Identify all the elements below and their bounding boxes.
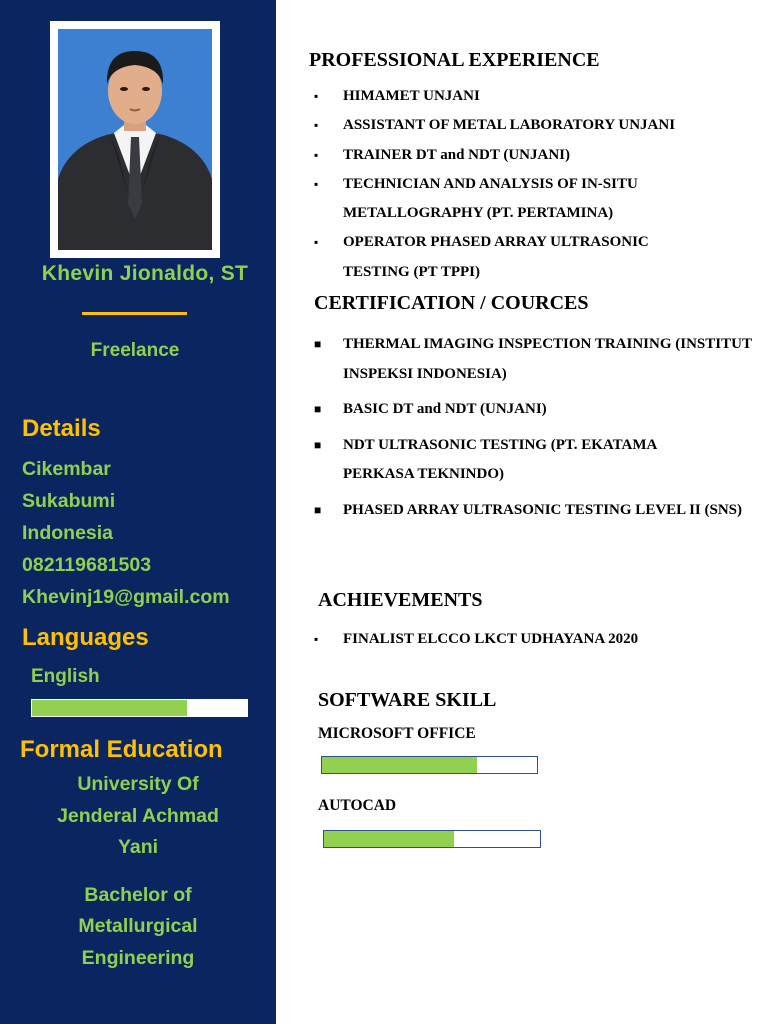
list-item (314, 228, 714, 287)
education-school-line: University Of (77, 773, 199, 795)
list-item-text: FINALIST ELCCO LKCT UDHAYANA 2020 (343, 631, 639, 647)
list-item-text: NDT ULTRASONIC TESTING (PT. EKATAMA PERKASA TEKNINDO) (343, 436, 657, 482)
software-heading: SOFTWARE SKILL (318, 689, 497, 711)
square-bullet-icon: ▪ (314, 235, 319, 250)
list-item (314, 141, 754, 170)
software-name: MICROSOFT OFFICE (318, 725, 476, 742)
education-school-line: Jenderal Achmad (57, 805, 219, 827)
name-divider (82, 312, 187, 315)
list-item-text: BASIC DT and NDT (UNJANI) (343, 401, 547, 417)
profile-photo-frame (50, 21, 220, 258)
software-level-bar (323, 830, 541, 848)
achievements-list (314, 625, 754, 654)
detail-region: Sukabumi (22, 490, 116, 512)
list-item-text: TRAINER DT and NDT (UNJANI) (343, 146, 570, 163)
portrait-image (58, 29, 212, 250)
list-item-text: HIMAMET UNJANI (343, 88, 480, 104)
language-name: English (31, 666, 100, 687)
list-item-text: OPERATOR PHASED ARRAY ULTRASONIC TESTING (PT TPPI) (343, 234, 649, 280)
list-item-text: ASSISTANT OF METAL LABORATORY UNJANI (343, 117, 676, 134)
square-bullet-icon: ■ (314, 437, 322, 452)
square-bullet-icon: ▪ (314, 89, 319, 103)
software-level-fill (322, 757, 477, 773)
experience-list (314, 82, 754, 287)
languages-heading: Languages (22, 624, 149, 651)
experience-heading: PROFESSIONAL EXPERIENCE (309, 49, 600, 71)
list-item (314, 170, 714, 229)
education-school-line: Yani (117, 836, 159, 858)
software-level-fill (324, 831, 454, 847)
list-item-text: THERMAL IMAGING INSPECTION TRAINING (INSTITUT INSPEKSI INDONESIA) (343, 336, 752, 382)
detail-city: Cikembar (22, 458, 111, 480)
list-item (314, 496, 754, 526)
detail-phone: 082119681503 (22, 554, 152, 576)
list-item (314, 625, 754, 654)
square-bullet-icon: ▪ (314, 176, 319, 191)
detail-email: Khevinj19@gmail.com (22, 586, 230, 608)
list-item (314, 330, 754, 389)
certification-heading: CERTIFICATION / COURCES (314, 292, 589, 314)
language-level-bar (31, 699, 248, 717)
list-item-text: TECHNICIAN AND ANALYSIS OF IN-SITU METALLOGRAPHY (PT. PERTAMINA) (343, 175, 638, 222)
education-degree-line: Metallurgical (78, 915, 198, 937)
education-heading: Formal Education (20, 736, 223, 763)
square-bullet-icon: ■ (314, 402, 322, 416)
software-name: AUTOCAD (318, 797, 397, 814)
square-bullet-icon: ■ (314, 337, 322, 351)
achievements-heading: ACHIEVEMENTS (318, 589, 483, 611)
detail-country: Indonesia (22, 522, 114, 544)
list-item-text: PHASED ARRAY ULTRASONIC TESTING LEVEL II (SNS) (343, 501, 743, 518)
list-item (314, 431, 724, 490)
profile-role: Freelance (90, 340, 180, 361)
language-level-fill (32, 700, 187, 716)
sidebar (0, 0, 276, 1024)
square-bullet-icon: ▪ (314, 632, 319, 646)
square-bullet-icon: ▪ (314, 118, 319, 133)
education-degree-line: Bachelor of (84, 884, 192, 906)
profile-name: Khevin Jionaldo, ST (41, 262, 249, 285)
profile-photo (58, 29, 212, 250)
square-bullet-icon: ■ (314, 502, 322, 517)
details-heading: Details (22, 415, 101, 442)
list-item (314, 395, 754, 425)
software-level-bar (321, 756, 538, 774)
square-bullet-icon: ▪ (314, 147, 319, 162)
list-item (314, 111, 754, 140)
list-item (314, 82, 754, 111)
education-degree-line: Engineering (81, 947, 195, 969)
certification-list (314, 330, 754, 531)
